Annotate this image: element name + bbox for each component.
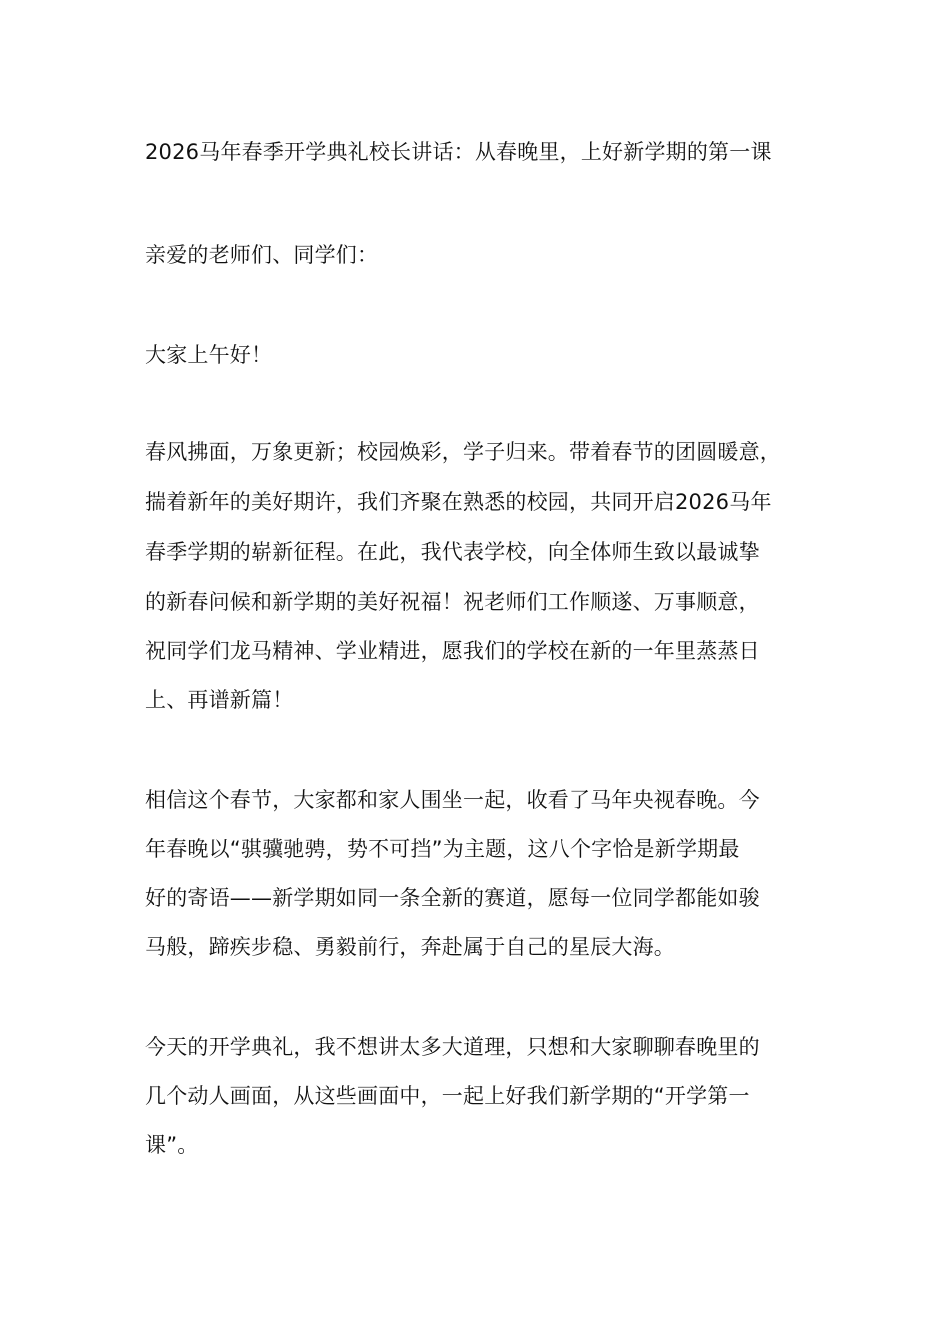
paragraph-line: 课”。 <box>145 1133 199 1157</box>
salutation: 亲爱的老师们、同学们： <box>145 243 379 267</box>
paragraph-line: 揣着新年的美好期许，我们齐聚在熟悉的校园，共同开启2026马年 <box>145 490 772 514</box>
paragraph-line: 今天的开学典礼，我不想讲太多大道理，只想和大家聊聊春晚里的 <box>145 1035 760 1059</box>
paragraph-line: 祝同学们龙马精神、学业精进，愿我们的学校在新的一年里蒸蒸日 <box>145 639 760 663</box>
paragraph-line: 几个动人画面，从这些画面中，一起上好我们新学期的“开学第一 <box>145 1084 750 1108</box>
paragraph-line: 上、再谱新篇！ <box>145 688 294 712</box>
paragraph-line: 年春晚以“骐骥驰骋，势不可挡”为主题，这八个字恰是新学期最 <box>145 837 740 861</box>
paragraph-line: 春季学期的崭新征程。在此，我代表学校，向全体师生致以最诚挚 <box>145 540 760 564</box>
paragraph-line: 好的寄语——新学期如同一条全新的赛道，愿每一位同学都能如骏 <box>145 886 760 910</box>
paragraph-line: 马般，蹄疾步稳、勇毅前行，奔赴属于自己的星辰大海。 <box>145 935 675 959</box>
document-title: 2026马年春季开学典礼校长讲话：从春晚里，上好新学期的第一课 <box>145 140 772 164</box>
greeting: 大家上午好！ <box>145 343 273 367</box>
paragraph-line: 相信这个春节，大家都和家人围坐一起，收看了马年央视春晚。今 <box>145 788 760 812</box>
paragraph-line: 的新春问候和新学期的美好祝福！祝老师们工作顺遂、万事顺意， <box>145 590 760 614</box>
paragraph-line: 春风拂面，万象更新；校园焕彩，学子归来。带着春节的团圆暖意， <box>145 440 781 464</box>
